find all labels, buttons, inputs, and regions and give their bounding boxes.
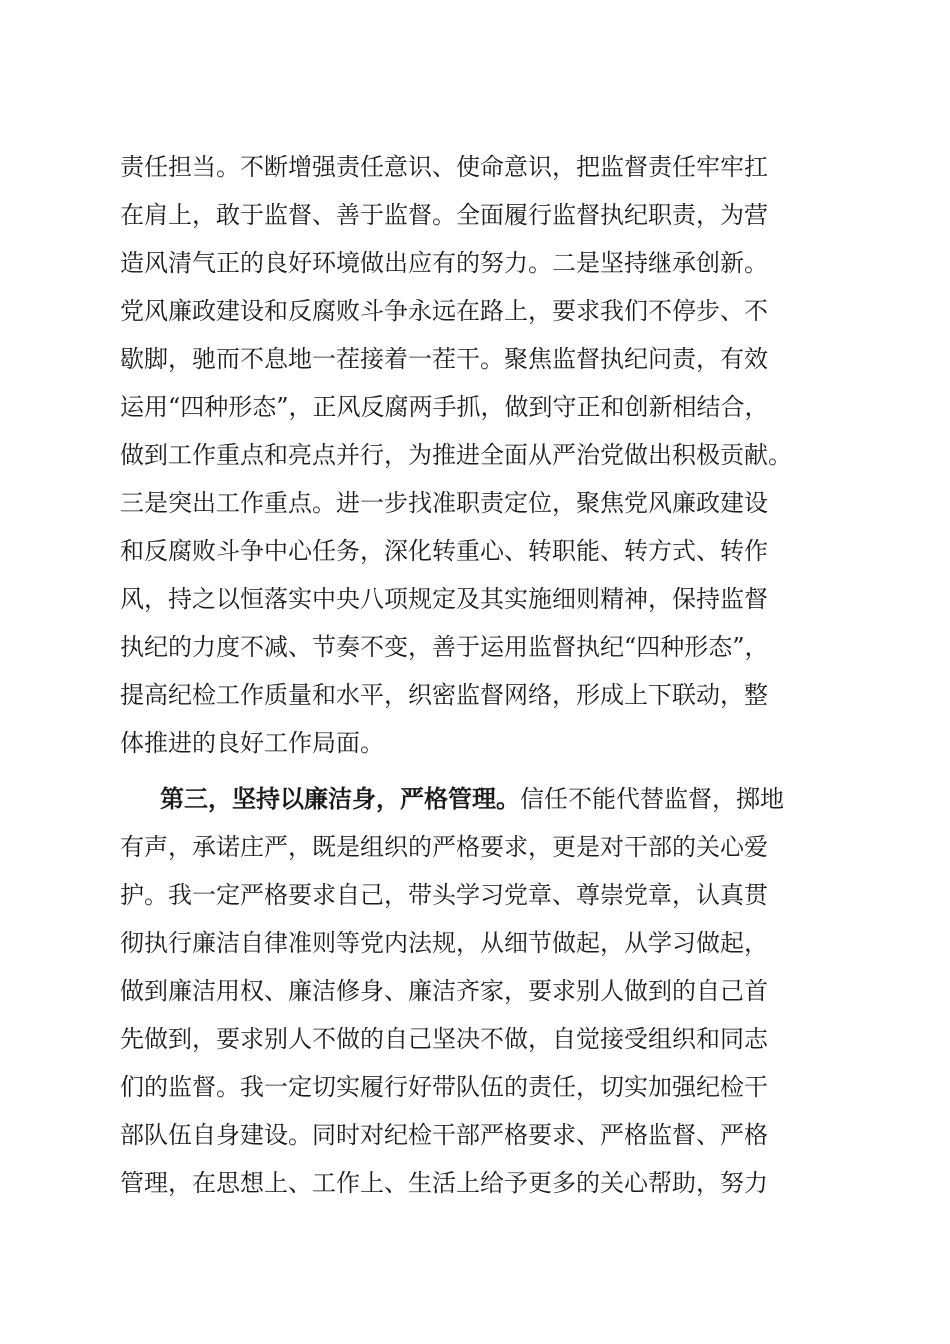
text-line: 做到工作重点和亮点并行，为推进全面从严治党做出积极贡献。 bbox=[120, 441, 792, 469]
text-line: 运用“四种形态”，正风反腐两手抓，做到守正和创新相结合， bbox=[120, 393, 769, 421]
text-line: 责任担当。不断增强责任意识、使命意识，把监督责任牢牢扛 bbox=[120, 153, 768, 181]
text-span: 信任不能代替监督，掷地 bbox=[520, 785, 784, 813]
body-text bbox=[120, 143, 840, 1207]
text-line: 三是突出工作重点。进一步找准职责定位，聚焦党风廉政建设 bbox=[120, 489, 768, 517]
text-line: 执纪的力度不减、节奏不变，善于运用监督执纪“四种形态”， bbox=[120, 633, 769, 661]
text-line: 风，持之以恒落实中央八项规定及其实施细则精神，保持监督 bbox=[120, 585, 768, 613]
text-line: 造风清气正的良好环境做出应有的努力。二是坚持继承创新。 bbox=[120, 249, 768, 277]
text-line: 和反腐败斗争中心任务，深化转重心、转职能、转方式、转作 bbox=[120, 537, 768, 565]
paragraph-first-line bbox=[120, 775, 840, 823]
paragraph-spacer bbox=[120, 767, 840, 775]
text-line: 提高纪检工作质量和水平，织密监督网络，形成上下联动，整 bbox=[120, 681, 768, 709]
text-line: 先做到，要求别人不做的自己坚决不做，自觉接受组织和同志 bbox=[120, 1025, 768, 1053]
text-line: 歇脚，驰而不息地一茬接着一茬干。聚焦监督执纪问责，有效 bbox=[120, 345, 768, 373]
text-line: 做到廉洁用权、廉洁修身、廉洁齐家，要求别人做到的自己首 bbox=[120, 977, 768, 1005]
text-line: 在肩上，敢于监督、善于监督。全面履行监督执纪职责，为营 bbox=[120, 201, 768, 229]
text-line: 部队伍自身建设。同时对纪检干部严格要求、严格监督、严格 bbox=[120, 1121, 768, 1149]
text-line: 们的监督。我一定切实履行好带队伍的责任，切实加强纪检干 bbox=[120, 1073, 768, 1101]
text-line: 管理，在思想上、工作上、生活上给予更多的关心帮助，努力 bbox=[120, 1169, 768, 1197]
text-line: 有声，承诺庄严，既是组织的严格要求，更是对干部的关心爱 bbox=[120, 833, 768, 861]
text-line: 护。我一定严格要求自己，带头学习党章、尊崇党章，认真贯 bbox=[120, 881, 768, 909]
text-line: 体推进的良好工作局面。 bbox=[120, 729, 384, 757]
section-heading: 第三，坚持以廉洁身，严格管理。 bbox=[160, 784, 520, 813]
paragraph-2 bbox=[120, 775, 840, 1207]
text-line: 彻执行廉洁自律准则等党内法规，从细节做起，从学习做起， bbox=[120, 929, 768, 957]
text-line: 党风廉政建设和反腐败斗争永远在路上，要求我们不停步、不 bbox=[120, 297, 768, 325]
paragraph-1 bbox=[120, 143, 840, 767]
